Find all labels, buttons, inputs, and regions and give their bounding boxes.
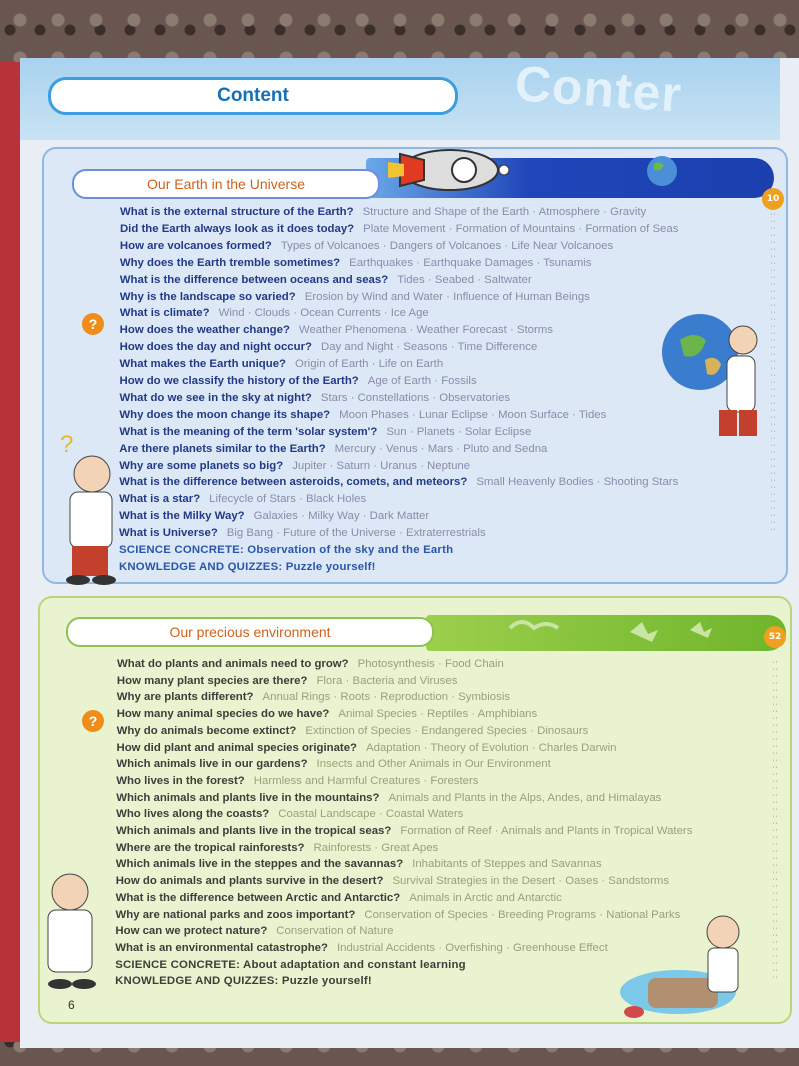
toc-entry xyxy=(119,409,606,421)
toc-topics: Small Heavenly Bodies · Shooting Stars xyxy=(476,476,679,489)
toc-entry xyxy=(117,742,617,754)
toc-entry xyxy=(116,775,478,787)
toc-topics: Harmless and Harmful Creatures · Foresters xyxy=(253,774,479,787)
toc-entry xyxy=(117,725,589,737)
toc-topics: Plate Movement · Formation of Mountains · Formation of Seas xyxy=(363,222,679,235)
toc-special-label: KNOWLEDGE AND QUIZZES: Puzzle yourself! xyxy=(118,560,376,573)
toc-entry xyxy=(120,358,444,370)
chapter-tab: 10 xyxy=(762,188,784,210)
toc-topics: Weather Phenomena · Weather Forecast · Storms xyxy=(298,324,553,337)
toc-entry xyxy=(120,223,678,235)
toc-entry xyxy=(116,909,681,921)
toc-entry xyxy=(116,792,661,804)
toc-topics: Wind · Clouds · Ocean Currents · Ice Age xyxy=(218,307,429,320)
toc-entry xyxy=(120,291,590,303)
page-number: 6 xyxy=(68,998,75,1012)
toc-entry xyxy=(116,825,692,837)
toc-entry xyxy=(116,758,550,770)
einstein-thinking-illustration xyxy=(52,430,122,590)
toc-question: Did the Earth always look as it does today? xyxy=(119,222,355,235)
toc-question: What do we see in the sky at night? xyxy=(119,391,312,404)
toc-topics: Stars · Constellations · Observatories xyxy=(320,391,511,404)
toc-question: Which animals live in the steppes and the savannas? xyxy=(115,858,404,871)
toc-entry xyxy=(119,510,429,522)
toc-question: Where are the tropical rainforests? xyxy=(115,841,305,854)
toc-entry xyxy=(116,842,438,854)
toc-entry xyxy=(120,341,538,353)
toc-question: How are volcanoes formed? xyxy=(119,239,272,252)
question-mark-icon: ? xyxy=(82,710,104,732)
toc-question: What is the external structure of the Earth? xyxy=(120,206,354,218)
earth-icon xyxy=(640,154,684,188)
toc-entry xyxy=(116,808,463,820)
toc-topics: Animal Species · Reptiles · Amphibians xyxy=(338,708,538,721)
toc-question: What is the Milky Way? xyxy=(119,510,245,523)
toc-topics: Origin of Earth · Life on Earth xyxy=(295,358,444,371)
toc-question: Why do animals become extinct? xyxy=(116,724,297,737)
page-ref-column: ·· ·· ·· ·· ·· ·· ·· ·· ·· ·· ·· ·· ·· ·· ·· ·· ·· ·· ·· ·· ·· ·· ·· ·· ·· ·· ·· ·· ·· ·· ·· ·· ·· ·· ·· ·· ·· ·· ·· ·· ·· ·· ·· ·· ·· ·· xyxy=(769,212,776,533)
toc-special-label: SCIENCE CONCRETE: About adaptation and constant learning xyxy=(115,958,466,971)
toc-question: Why are national parks and zoos important? xyxy=(115,908,356,921)
toc-question: Why does the moon change its shape? xyxy=(119,408,331,421)
toc-topics: Moon Phases · Lunar Eclipse · Moon Surface · Tides xyxy=(339,408,607,421)
toc-topics: Flora · Bacteria and Viruses xyxy=(316,674,458,687)
bird-silhouette-icons xyxy=(500,608,760,648)
toc-entry xyxy=(120,257,592,269)
toc-topics: Extinction of Species · Endangered Species · Dinosaurs xyxy=(305,724,589,737)
toc-entry xyxy=(119,392,510,404)
toc-question: How do animals and plants survive in the desert? xyxy=(115,875,384,888)
toc-topics: Rainforests · Great Apes xyxy=(313,841,439,854)
toc-entry xyxy=(120,375,477,387)
toc-question: How many plant species are there? xyxy=(116,674,308,687)
toc-question: Which animals and plants live in the tropical seas? xyxy=(116,825,392,837)
toc-topics: Photosynthesis · Food Chain xyxy=(357,658,504,670)
toc-question: How does the weather change? xyxy=(119,324,290,337)
toc-topics: Mercury · Venus · Mars · Pluto and Sedna xyxy=(334,442,548,455)
toc-entry xyxy=(117,691,510,703)
toc-question: What do plants and animals need to grow? xyxy=(117,658,349,670)
toc-question: How can we protect nature? xyxy=(115,925,268,938)
toc-question: How many animal species do we have? xyxy=(116,708,330,721)
toc-special-label: SCIENCE CONCRETE: Observation of the sky and the Earth xyxy=(119,544,454,556)
toc-topics: Earthquakes · Earthquake Damages · Tsunamis xyxy=(349,256,592,269)
toc-special-entry xyxy=(119,561,376,573)
toc-entry xyxy=(117,708,538,720)
rocket-icon xyxy=(380,140,530,200)
page-title: Content xyxy=(48,77,458,115)
toc-entry xyxy=(117,658,504,670)
toc-special-label: KNOWLEDGE AND QUIZZES: Puzzle yourself! xyxy=(115,975,372,988)
toc-question: How do we classify the history of the Earth? xyxy=(119,375,359,387)
toc-entry xyxy=(120,240,613,252)
toc-topics: Adaptation · Theory of Evolution · Charles Darwin xyxy=(366,741,617,754)
toc-question: Who lives in the forest? xyxy=(116,774,245,787)
toc-question: Why are plants different? xyxy=(116,691,254,704)
toc-entry xyxy=(119,443,547,455)
toc-topics: Tides · Seabed · Saltwater xyxy=(397,273,532,286)
toc-question: What is an environmental catastrophe? xyxy=(115,941,328,954)
toc-special-entry xyxy=(115,975,372,987)
question-mark-icon: ? xyxy=(82,313,104,335)
header-watermark: Conter xyxy=(513,55,684,123)
toc-question: Why does the Earth tremble sometimes? xyxy=(119,256,341,269)
toc-question: What makes the Earth unique? xyxy=(119,358,287,371)
toc-topics: Erosion by Wind and Water · Influence of Human Beings xyxy=(304,290,590,303)
toc-topics: Animals and Plants in the Alps, Andes, and Himalayas xyxy=(388,791,662,804)
toc-question: Which animals live in our gardens? xyxy=(116,758,308,771)
toc-question: Why are some planets so big? xyxy=(119,459,284,472)
toc-question: Which animals and plants live in the mountains? xyxy=(116,791,380,804)
svg-text:?: ? xyxy=(60,431,74,458)
toc-topics: Galaxies · Milky Way · Dark Matter xyxy=(253,510,430,523)
toc-topics: Conservation of Species · Breeding Programs · National Parks xyxy=(364,908,681,921)
toc-topics: Age of Earth · Fossils xyxy=(367,375,477,387)
toc-entry xyxy=(116,875,669,887)
toc-question: What is the meaning of the term 'solar system'? xyxy=(119,425,378,438)
toc-topics: Structure and Shape of the Earth · Atmosphere · Gravity xyxy=(362,206,647,218)
toc-question: What is a star? xyxy=(119,493,201,506)
toc-topics: Animals in Arctic and Antarctic xyxy=(409,891,562,904)
toc-entry xyxy=(115,942,607,954)
toc-topics: Day and Night · Seasons · Time Difference xyxy=(320,341,538,354)
toc-entry xyxy=(119,476,678,488)
toc-question: How does the day and night occur? xyxy=(119,341,312,354)
toc-entry xyxy=(120,206,646,218)
einstein-island-illustration xyxy=(618,912,758,1022)
toc-topics: Coastal Landscape · Coastal Waters xyxy=(278,808,464,821)
section-title-earth: Our Earth in the Universe xyxy=(72,169,380,199)
toc-question: What is the difference between oceans and seas? xyxy=(119,273,389,286)
toc-entry xyxy=(116,892,562,904)
toc-topics: Types of Volcanoes · Dangers of Volcanoes · Life Near Volcanoes xyxy=(280,239,614,252)
toc-entry xyxy=(120,307,429,319)
toc-topics: Conservation of Nature xyxy=(276,925,394,938)
toc-entry xyxy=(116,858,602,870)
toc-special-entry xyxy=(119,544,453,556)
toc-entry xyxy=(119,426,531,438)
toc-entry xyxy=(120,324,553,336)
toc-question: What is the difference between Arctic and Antarctic? xyxy=(115,891,401,904)
toc-topics: Industrial Accidents · Overfishing · Greenhouse Effect xyxy=(336,941,608,954)
toc-question: Who lives along the coasts? xyxy=(116,808,270,821)
toc-topics: Annual Rings · Roots · Reproduction · Symbiosis xyxy=(262,691,511,704)
toc-entry xyxy=(117,675,458,687)
toc-topics: Sun · Planets · Solar Eclipse xyxy=(386,425,532,438)
section-title-environment: Our precious environment xyxy=(66,617,434,647)
toc-question: What is Universe? xyxy=(119,527,218,540)
toc-entry xyxy=(119,460,470,472)
toc-question: Are there planets similar to the Earth? xyxy=(119,442,326,455)
toc-entry xyxy=(119,527,486,539)
toc-special-entry xyxy=(115,959,466,971)
toc-entry xyxy=(115,925,393,937)
toc-topics: Insects and Other Animals in Our Environment xyxy=(316,758,551,771)
toc-question: What is climate? xyxy=(119,307,210,320)
toc-topics: Survival Strategies in the Desert · Oases · Sandstorms xyxy=(392,875,670,888)
toc-entry xyxy=(120,274,532,286)
toc-question: How did plant and animal species originate? xyxy=(116,741,358,754)
toc-topics: Jupiter · Saturn · Uranus · Neptune xyxy=(292,459,471,472)
toc-topics: Lifecycle of Stars · Black Holes xyxy=(209,493,367,506)
toc-topics: Formation of Reef · Animals and Plants in Tropical Waters xyxy=(400,825,693,837)
chapter-tab: 52 xyxy=(764,626,786,648)
toc-question: Why is the landscape so varied? xyxy=(119,290,296,303)
einstein-globe-illustration xyxy=(655,310,770,450)
toc-entry xyxy=(119,493,366,505)
page-ref-column: ·· ·· ·· ·· ·· ·· ·· ·· ·· ·· ·· ·· ·· ·· ·· ·· ·· ·· ·· ·· ·· ·· ·· ·· ·· ·· ·· ·· ·· ·· ·· ·· ·· ·· ·· ·· ·· ·· ·· ·· ·· ·· ·· ·· ·· ·· xyxy=(771,660,778,981)
toc-question: What is the difference between asteroids, comets, and meteors? xyxy=(119,476,468,489)
einstein-walking-illustration xyxy=(36,868,106,998)
toc-topics: Big Bang · Future of the Universe · Extraterrestrials xyxy=(226,527,486,540)
toc-topics: Inhabitants of Steppes and Savannas xyxy=(412,858,602,871)
